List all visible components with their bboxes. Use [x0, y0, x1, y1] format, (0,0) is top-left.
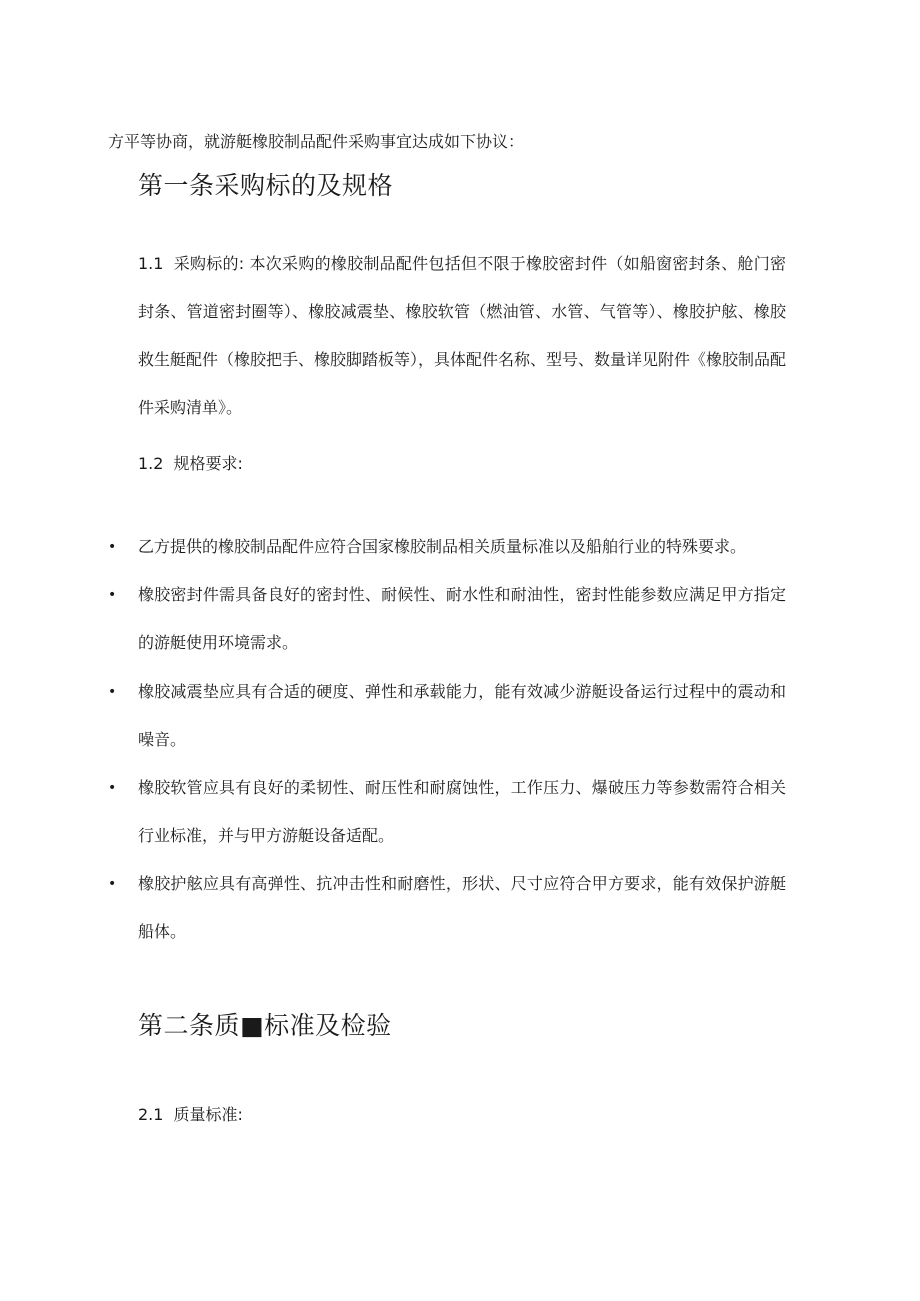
- clause-1-1-number: 1.1: [138, 254, 164, 273]
- clause-2-1-number: 2.1: [138, 1105, 164, 1124]
- bullet-dot-icon: •: [108, 587, 117, 603]
- bullet-text: 橡胶护舷应具有高弹性、抗冲击性和耐磨性，形状、尺寸应符合甲方要求，能有效保护游艇船体。: [138, 874, 786, 941]
- intro-line: 方平等协商，就游艇橡胶制品配件采购事宜达成如下协议：: [108, 132, 525, 151]
- bullet-dot-icon: •: [108, 780, 117, 796]
- clause-2-1: [138, 1091, 786, 1139]
- bullet-text: 乙方提供的橡胶制品配件应符合国家橡胶制品相关质量标准以及船舶行业的特殊要求。: [138, 537, 747, 556]
- clause-1-2: [138, 440, 786, 488]
- bullet-text: 橡胶软管应具有良好的柔韧性、耐压性和耐腐蚀性，工作压力、爆破压力等参数需符合相关行业标准，并与甲方游艇设备适配。: [138, 778, 786, 845]
- section-1-heading: 第一条采购标的及规格: [138, 171, 394, 200]
- bullet-dot-icon: •: [108, 876, 117, 892]
- clause-1-2-text: 规格要求:: [173, 454, 243, 473]
- bullet-item: [108, 668, 786, 764]
- bullet-item: [108, 523, 786, 571]
- clause-2-1-text: 质量标准:: [173, 1105, 243, 1124]
- bullet-dot-icon: •: [108, 539, 117, 555]
- bullet-item: [108, 764, 786, 860]
- bullet-item: [108, 860, 786, 956]
- bullet-item: [108, 571, 786, 667]
- section-2-heading: 第二条质■标准及检验: [138, 1011, 392, 1040]
- bullet-dot-icon: •: [108, 684, 117, 700]
- clause-1-1: [138, 240, 786, 432]
- clause-1-2-number: 1.2: [138, 454, 164, 473]
- clause-1-1-text: 采购标的: 本次采购的橡胶制品配件包括但不限于橡胶密封件（如船窗密封条、舱门密封条、管道密封圈等）、橡胶减震垫、橡胶软管（燃油管、水管、气管等）、橡胶护舷、橡胶救生艇配件（橡胶把手、橡胶脚踏板等），具体配件名称、型号、数量详见附件《橡胶制品配件采购清单》。: [138, 254, 787, 417]
- bullet-text: 橡胶密封件需具备良好的密封性、耐候性、耐水性和耐油性，密封性能参数应满足甲方指定的游艇使用环境需求。: [138, 585, 786, 652]
- bullet-text: 橡胶减震垫应具有合适的硬度、弹性和承载能力，能有效减少游艇设备运行过程中的震动和噪音。: [138, 682, 786, 749]
